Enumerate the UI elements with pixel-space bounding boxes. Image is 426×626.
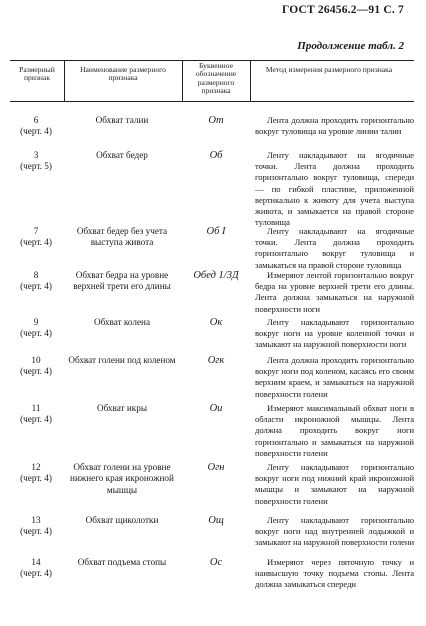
row-number: 3 [33,150,39,160]
row-name: Обхват бедра на уровне верхней трети его длины [73,270,171,292]
row-description: Лента должна проходить горизонтально вокруг туловища на уровне линии талии [255,115,414,137]
drawing-ref: (черт. 4) [20,126,52,137]
column-divider [250,60,251,101]
row-symbol: Oб [209,150,223,161]
column-divider [64,60,65,101]
row-number: 8 [33,270,39,280]
drawing-ref: (черт. 4) [20,414,52,425]
row-symbol: Oб I [206,226,226,237]
row-name: Обхват голени под коленом [68,355,176,365]
row-name: Обхват щиколотки [85,515,159,525]
row-symbol: Oщ [208,515,224,526]
row-symbol: Oи [209,403,223,414]
row-number: 10 [31,355,41,365]
row-description: Ленту накладывают на ягодичные точки. Лента должна проходить горизонтально вокруг туловища и замыкаться на правой стороне туловища [255,226,414,270]
measurement-table [10,60,414,620]
drawing-ref: (черт. 4) [20,237,52,248]
row-description: Ленту накладывают горизонтально вокруг ноги под нижний край икроножной мышцы и замыкают на наружной поверхности голени [255,462,414,506]
row-number: 7 [33,226,39,236]
column-header-number: Размерный признак [19,65,55,83]
document-header: ГОСТ 26456.2—91 С. 7 [281,4,404,16]
row-name: Обхват колена [93,317,151,327]
column-divider [182,60,183,101]
table-continuation-title: Продолжение табл. 2 [297,40,404,52]
row-name: Обхват бедер [96,150,148,160]
row-symbol: Oгк [207,355,225,366]
drawing-ref: (черт. 4) [20,281,52,292]
row-number: 14 [31,557,41,567]
row-name: Обхват голени на уровне нижнего края икроножной мышцы [70,462,174,495]
row-number: 6 [33,115,39,125]
drawing-ref: (черт. 4) [20,366,52,377]
row-name: Обхват бедер без учета выступа живота [76,226,168,248]
row-description: Лента должна проходить горизонтально вокруг ноги под коленом, касаясь его своим верхним краем, и замыкаться на наружной поверхности голени [255,355,414,399]
column-header-symbol: Буквенное обозначение размерного признака [195,61,237,96]
row-symbol: Oк [209,317,223,328]
drawing-ref: (черт. 5) [20,161,52,172]
row-description: Измеряют через пяточную точку и наивысшую точку подъема стопы. Лента должна замыкаться спереди [255,557,414,590]
row-description: Ленту накладывают горизонтально вокруг ноги на уровне коленной точки и замыкают на наружной поверхности ноги [255,317,414,350]
column-header-method: Метод измерения размерного признака [265,65,393,74]
column-header-name: Наименование размерного признака [80,65,166,83]
row-symbol: Oгн [207,462,225,473]
row-name: Обхват подъема стопы [77,557,167,567]
row-description: Измеряют лентой горизонтально вокруг бедра на уровне верхней трети его длины. Лента должна замыкаться на наружной поверхности ноги [255,270,414,314]
row-description: Измеряют максимальный обхват ноги в области икроножной мышцы. Лента должна проходить вокруг ноги горизонтально и замыкаться на наружной поверхности голени [255,403,414,458]
row-name: Обхват талии [95,115,149,125]
row-symbol: Oс [209,557,223,568]
row-number: 12 [31,462,41,472]
row-description: Ленту накладывают на ягодичные точки. Лента должна проходить горизонтально вокруг туловища, спереди — по гибкой пластине, приложенной вертикально к животу для учета выступа живота, и замыкается на правой стороне туловища [255,150,414,228]
drawing-ref: (черт. 4) [20,328,52,339]
drawing-ref: (черт. 4) [20,526,52,537]
row-number: 9 [33,317,39,327]
row-description: Ленту накладывают горизонтально вокруг ноги над внутренней лодыжкой и замыкают на наружной поверхности голени [255,515,414,548]
drawing-ref: (черт. 4) [20,473,52,484]
row-name: Обхват икры [96,403,148,413]
table-header-border [10,101,414,102]
row-symbol: Oбед 1/3Д [193,270,239,281]
row-number: 11 [31,403,41,413]
row-number: 13 [31,515,41,525]
drawing-ref: (черт. 4) [20,568,52,579]
row-symbol: Oт [208,115,224,126]
